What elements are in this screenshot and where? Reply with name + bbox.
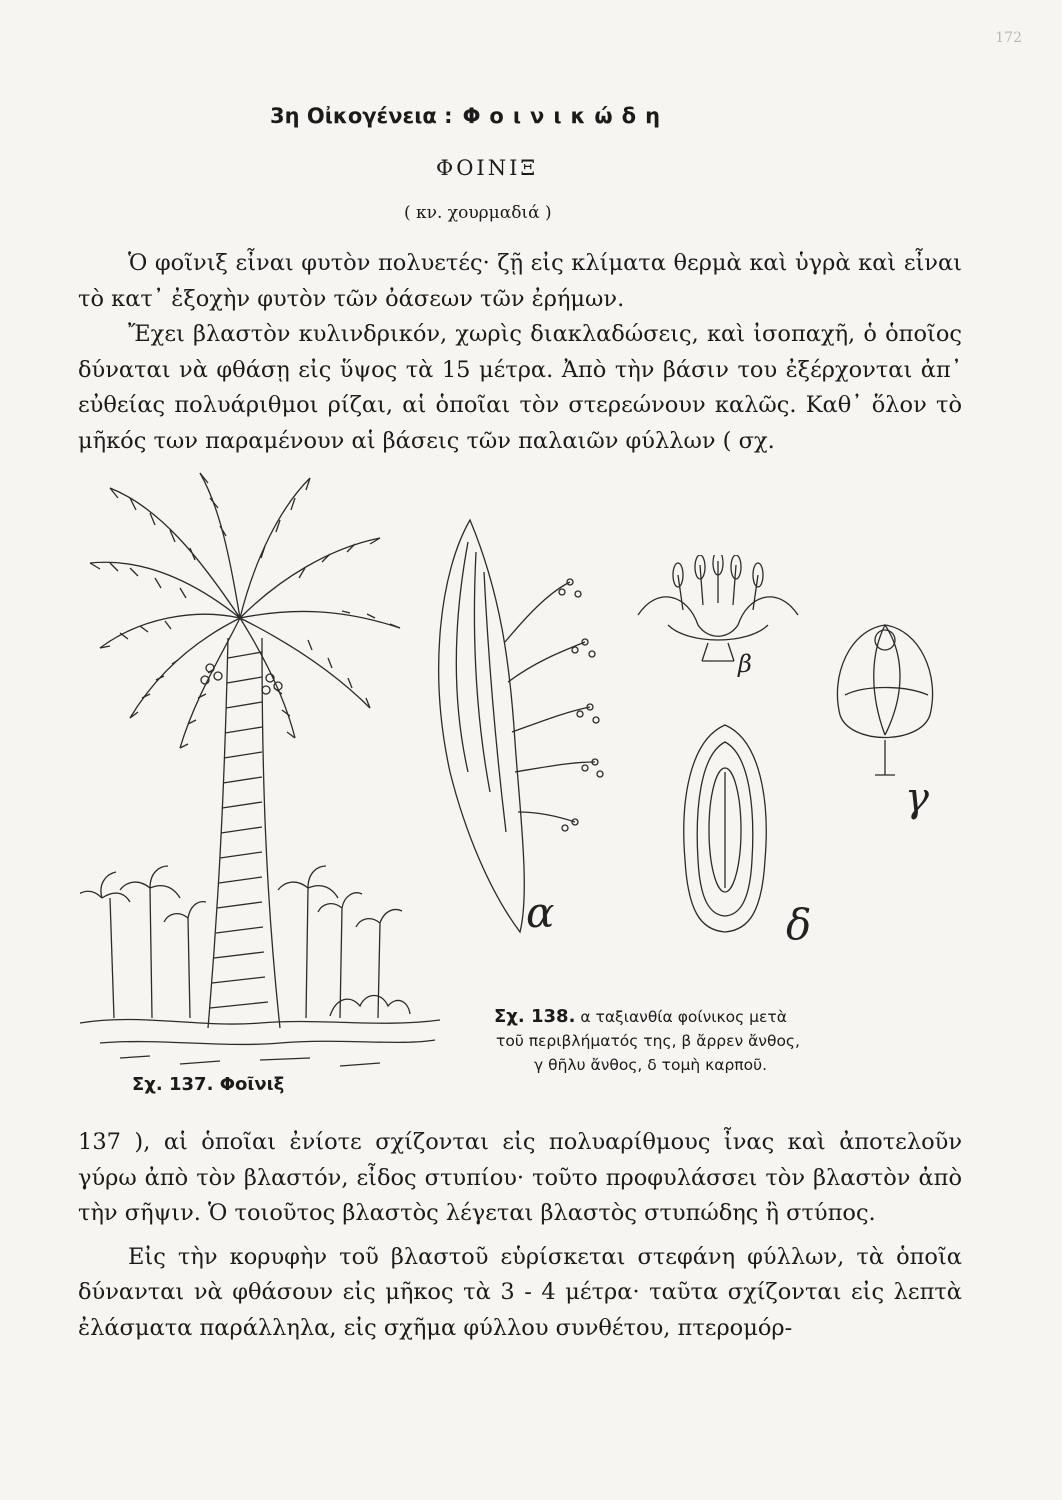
intro-text bbox=[78, 246, 962, 459]
figure-138-label: Σχ. 138. bbox=[494, 1006, 576, 1027]
label-gamma: γ bbox=[905, 775, 929, 821]
caption-line: τοῦ περιβλήματός της, β ἄρρεν ἄνθος, bbox=[496, 1032, 800, 1050]
plant-title: ΦΟΙΝΙΞ bbox=[436, 156, 539, 180]
figure-137-caption: Σχ. 137. Φοῖνιξ bbox=[132, 1074, 285, 1095]
caption-text: α ταξιανθία φοίνικος μετὰ bbox=[580, 1008, 787, 1026]
section-heading bbox=[270, 104, 669, 128]
caption-line bbox=[494, 1005, 894, 1029]
common-name: ( κν. χουρμαδιά ) bbox=[404, 203, 552, 223]
female-flower-illustration bbox=[810, 615, 960, 795]
palm-tree-illustration bbox=[80, 468, 440, 1074]
paragraph: Εἰς τὴν κορυφὴν τοῦ βλαστοῦ εὑρίσκεται στεφάνη φύλλων, τὰ ὁποῖα δύνανται νὰ φθάσουν εἰς μῆκος τὰ 3 - 4 μέτρα· ταῦτα σχίζονται εἰς λεπτὰ ἐλάσματα παράλληλα, εἰς σχῆμα φύλλου συνθέτου, πτερομόρ- bbox=[78, 1243, 962, 1341]
label-delta: δ bbox=[786, 900, 812, 949]
figure-138-caption bbox=[494, 1005, 894, 1077]
paragraph: 137 ), αἱ ὁποῖαι ἐνίοτε σχίζονται εἰς πολυαρίθμους ἶνας καὶ ἀποτελοῦν γύρω ἀπὸ τὸν βλαστόν, εἶδος στυπίου· τοῦτο προφυλάσσει τὸν βλαστὸν ἀπὸ τὴν σῆψιν. Ὁ τοιοῦτος βλαστὸς λέγεται βλαστὸς στυπώδης ἢ στύπος. bbox=[78, 1129, 962, 1226]
paragraph: Ὁ φοῖνιξ εἶναι φυτὸν πολυετές· ζῇ εἰς κλίματα θερμὰ καὶ ὑγρὰ καὶ εἶναι τὸ κατ᾽ ἐξοχὴν φυτὸν τῶν ὀάσεων τῶν ἐρήμων. bbox=[78, 250, 962, 312]
continuation-text bbox=[78, 1125, 962, 1346]
caption-line: γ θῆλυ ἄνθος, δ τομὴ καρποῦ. bbox=[534, 1056, 768, 1074]
heading-family-name: Φοινικώδη bbox=[462, 104, 670, 128]
male-flower-illustration bbox=[628, 555, 808, 665]
label-beta: β bbox=[738, 650, 752, 678]
heading-prefix: 3η Οἰκογένεια : bbox=[270, 104, 453, 128]
page-number: 172 bbox=[995, 30, 1022, 46]
inflorescence-illustration bbox=[410, 512, 650, 952]
fruit-section-illustration bbox=[670, 720, 780, 940]
label-alpha: α bbox=[526, 888, 555, 937]
paragraph: Ἔχει βλαστὸν κυλινδρικόν, χωρὶς διακλαδώσεις, καὶ ἰσοπαχῆ, ὁ ὁποῖος δύναται νὰ φθάσῃ εἰς ὕψος τὰ 15 μέτρα. Ἀπὸ τὴν βάσιν του ἐξέρχονται ἀπ᾽ εὐθείας πολυάριθμοι ρίζαι, αἱ ὁποῖαι τὸν στερεώνουν καλῶς. Καθ᾽ ὅλον τὸ μῆκός των παραμένουν αἱ βάσεις τῶν παλαιῶν φύλλων ( σχ. bbox=[78, 321, 962, 454]
